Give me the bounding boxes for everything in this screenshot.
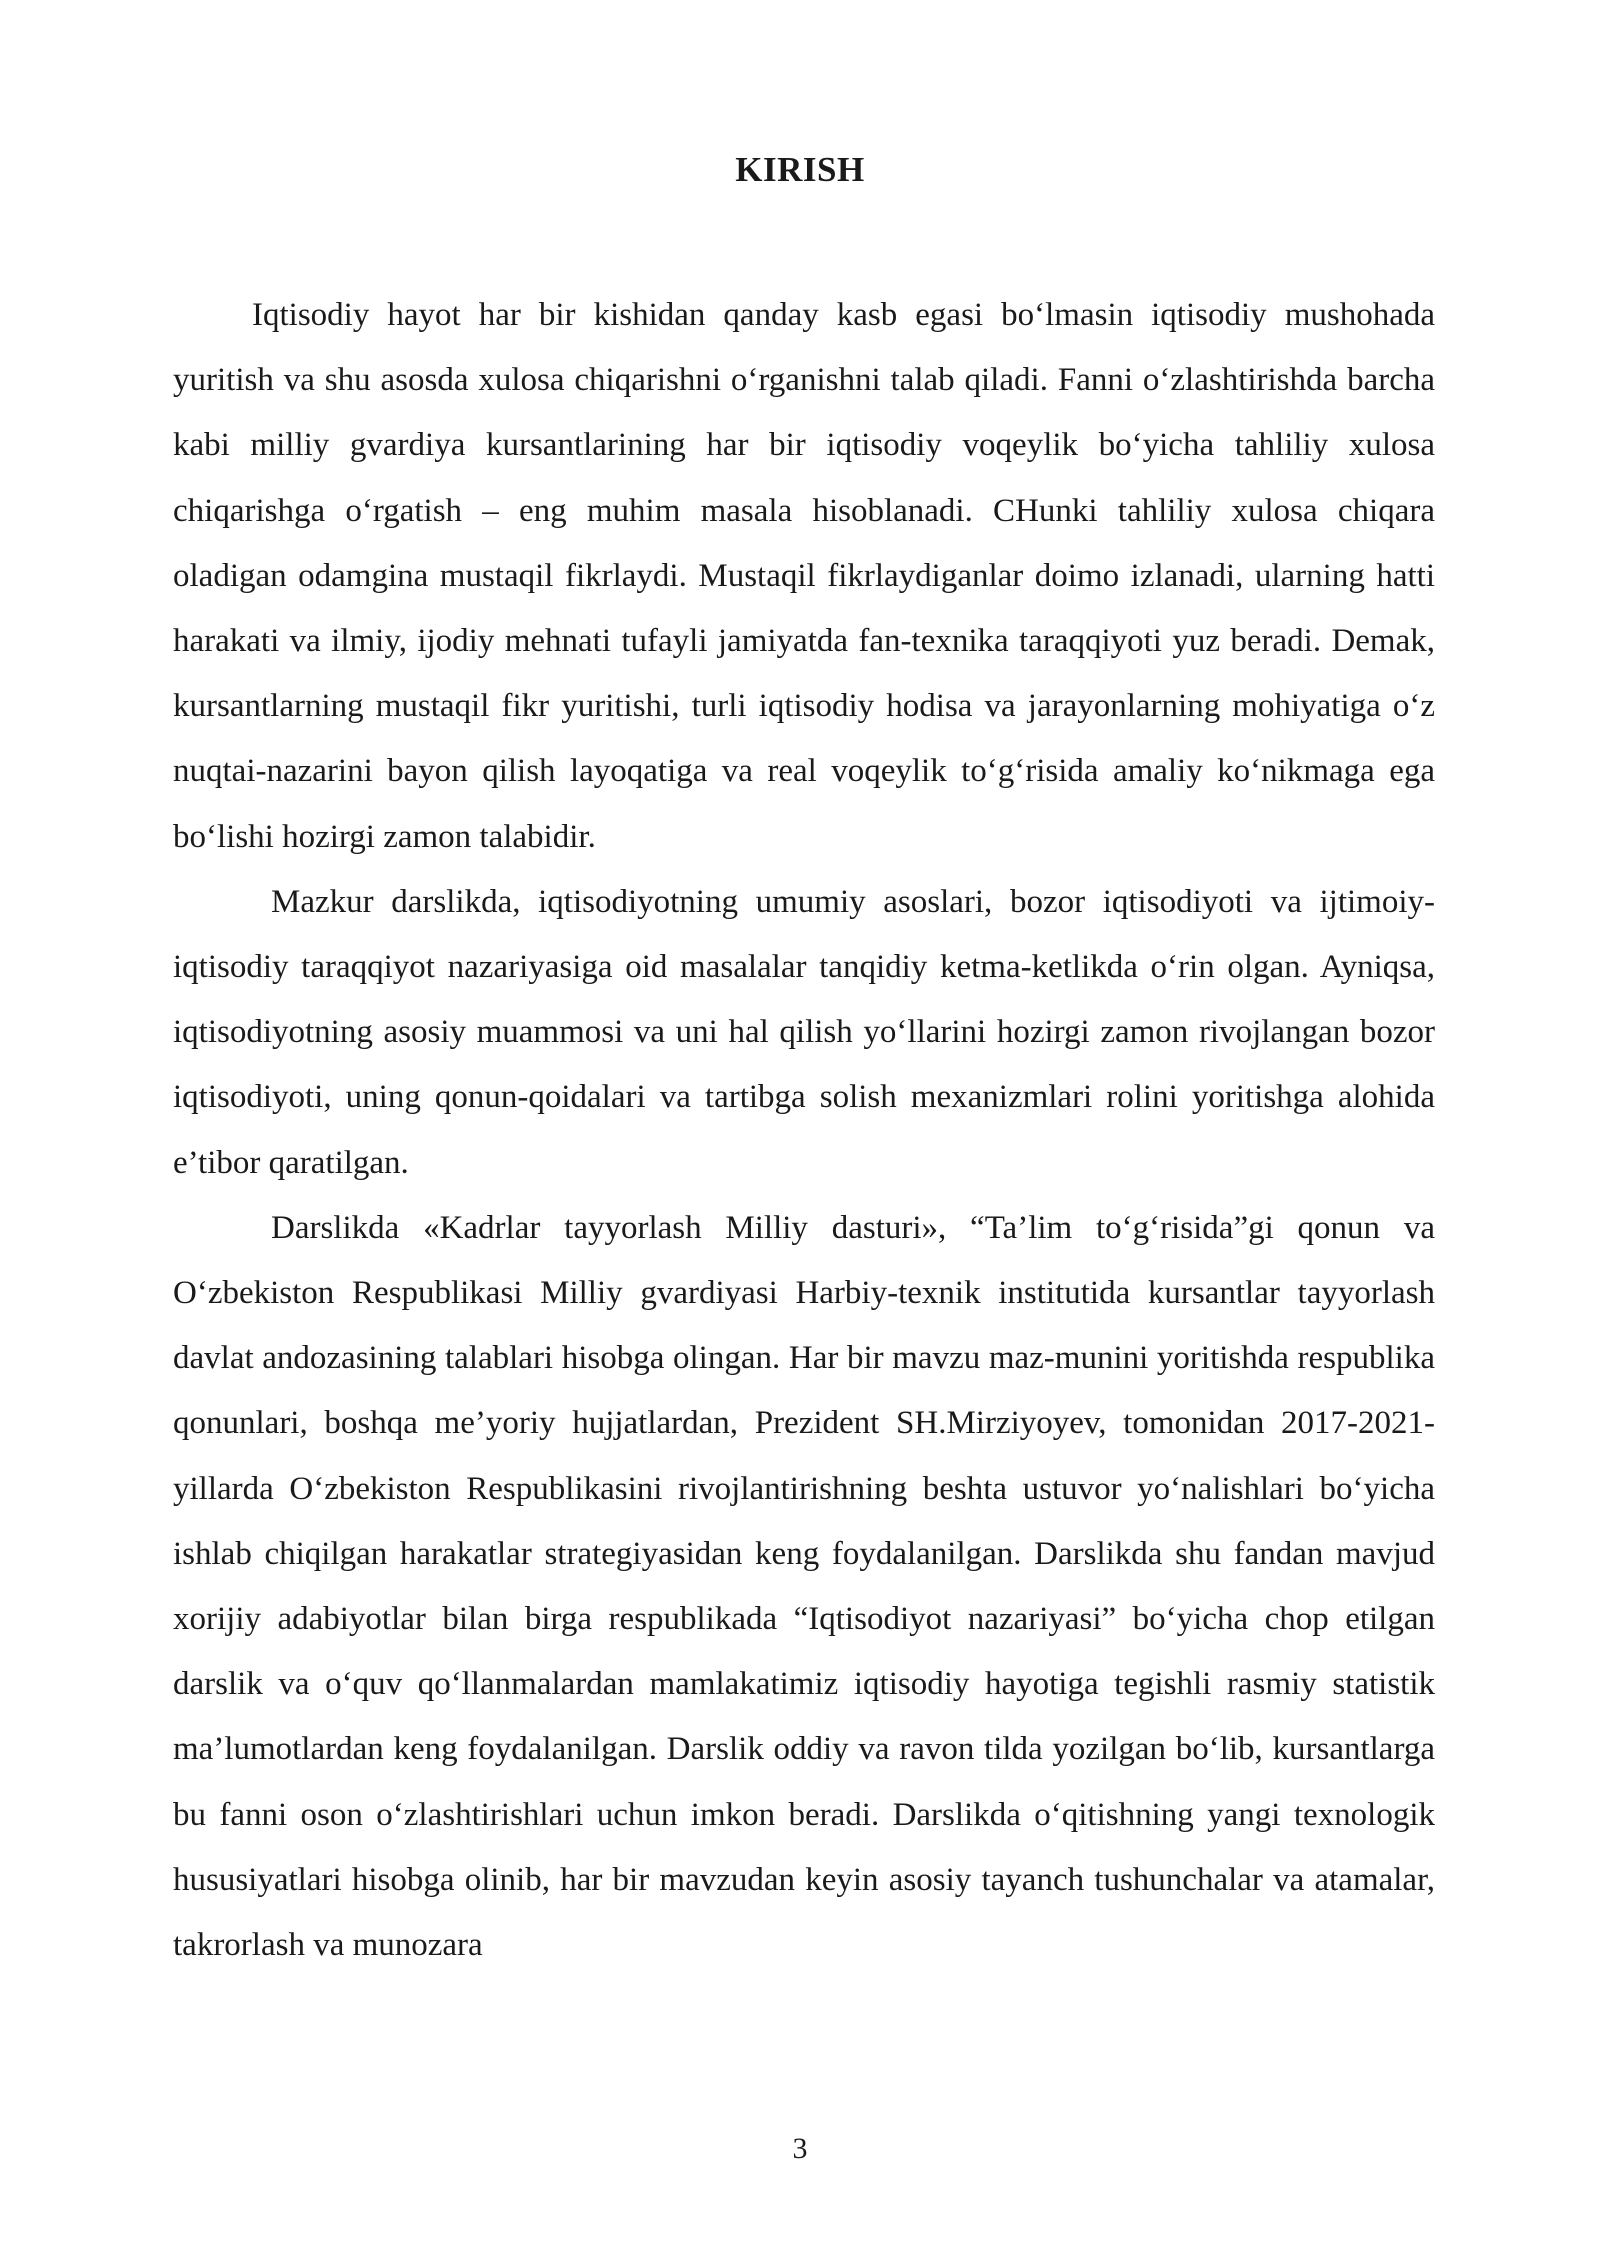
paragraph-intro: Iqtisodiy hayot har bir kishidan qanday kasb egasi bo‘lmasin iqtisodiy mushohada yuritish va shu asosda xulosa chiqarishni o‘rganishni talab qiladi. Fanni o‘zlashtirishda barcha kabi milliy gvardiya kursantlarining har bir iqtisodiy voqeylik bo‘yicha tahliliy xulosa chiqarishga o‘rgatish – eng muhim masala hisoblanadi. CHunki tahliliy xulosa chiqara oladigan odamgina mustaqil fikrlaydi. Mustaqil fikrlaydiganlar doimo izlanadi, ularning hatti harakati va ilmiy, ijodiy mehnati tufayli jamiyatda fan-texnika taraqqiyoti yuz beradi. Demak, kursantlarning mustaqil fikr yuritishi, turli iqtisodiy hodisa va jarayonlarning mohiyatiga o‘z nuqtai-nazarini bayon qilish layoqatiga va real voqeylik to‘g‘risida amaliy ko‘nikmaga ega bo‘lishi hozirgi zamon talabidir. <box>173 297 1435 855</box>
paragraph-textbook-sources: Darslikda «Kadrlar tayyorlash Milliy dasturi», “Ta’lim to‘g‘risida”gi qonun va O‘zbekiston Respublikasi Milliy gvardiyasi Harbiy-texnik institutida kursantlar tayyorlash davlat andozasining talablari hisobga olingan. Har bir mavzu maz-munini yoritishda respublika qonunlari, boshqa me’yoriy hujjatlardan, Prezident SH.Mirziyoyev, tomonidan 2017-2021-yillarda O‘zbekiston Respublikasini rivojlantirishning beshta ustuvor yo‘nalishlari bo‘yicha ishlab chiqilgan harakatlar strategiyasidan keng foydalanilgan. Darslikda shu fandan mavjud xorijiy adabiyotlar bilan birga respublikada “Iqtisodiyot nazariyasi” bo‘yicha chop etilgan darslik va o‘quv qo‘llanmalardan mamlakatimiz iqtisodiy hayotiga tegishli rasmiy statistik ma’lumotlardan keng foydalanilgan. Darslik oddiy va ravon tilda yozilgan bo‘lib, kursantlarga bu fanni oson o‘zlashtirishlari uchun imkon beradi. Darslikda o‘qitishning yangi texnologik hususiyatlari hisobga olinib, har bir mavzudan keyin asosiy tayanch tushunchalar va atamalar, takrorlash va munozara <box>173 1209 1435 1964</box>
body-text <box>173 283 1435 1978</box>
paragraph-textbook-content: Mazkur darslikda, iqtisodiyotning umumiy asoslari, bozor iqtisodiyoti va ijtimoiy-iqtisodiy taraqqiyot nazariyasiga oid masalalar tanqidiy ketma-ketlikda o‘rin olgan. Ayniqsa, iqtisodiyotning asosiy muammosi va uni hal qilish yo‘llarini hozirgi zamon rivojlangan bozor iqtisodiyoti, uning qonun-qoidalari va tartibga solish mexanizmlari rolini yoritishga alohida e’tibor qaratilgan. <box>173 883 1435 1181</box>
page-title: KIRISH <box>735 150 865 189</box>
page-number: 3 <box>792 2132 808 2165</box>
